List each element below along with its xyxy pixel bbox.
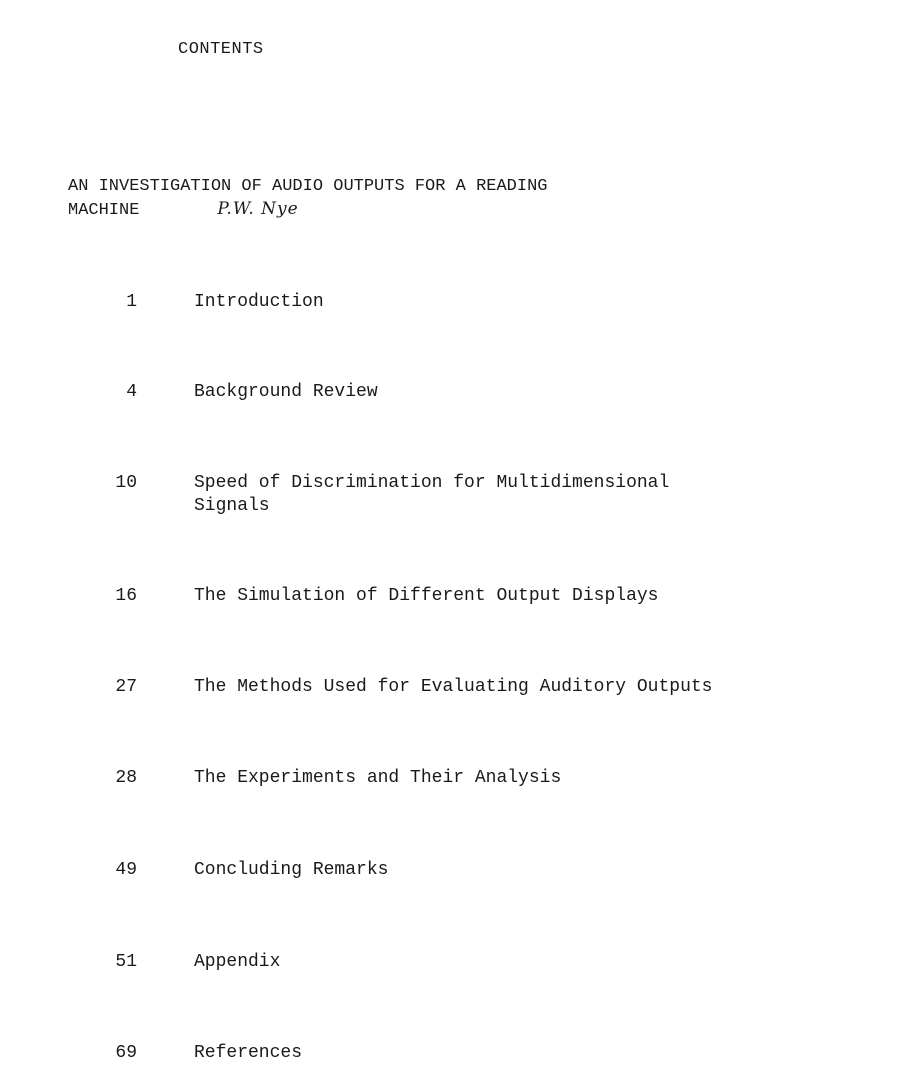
toc-entry-title: Introduction bbox=[194, 292, 324, 312]
toc-page-number: 51 bbox=[115, 952, 137, 972]
toc-page-number: 16 bbox=[115, 586, 137, 606]
article-title bbox=[68, 176, 828, 222]
article-title-line-2: MACHINE bbox=[68, 201, 140, 220]
article-title-line-2-wrapper bbox=[68, 198, 828, 222]
toc-entry-title: Background Review bbox=[194, 382, 378, 402]
toc-page-number: 1 bbox=[126, 292, 137, 312]
toc-entry-title: The Experiments and Their Analysis bbox=[194, 768, 562, 788]
toc-entry-title: Concluding Remarks bbox=[194, 860, 389, 880]
toc-page-number: 10 bbox=[115, 473, 137, 493]
toc-entry-title: Appendix bbox=[194, 952, 281, 972]
toc-entry-title: Speed of Discrimination for Multidimensional Signals bbox=[194, 473, 670, 516]
toc-entry-title: References bbox=[194, 1043, 303, 1063]
toc-page-number: 69 bbox=[115, 1043, 137, 1063]
toc-entry-title: The Methods Used for Evaluating Auditory Outputs bbox=[194, 677, 713, 697]
toc-page-number: 4 bbox=[126, 382, 137, 402]
toc-page-number: 49 bbox=[115, 860, 137, 880]
toc-entry-title: The Simulation of Different Output Displays bbox=[194, 586, 659, 606]
article-author: P.W. Nye bbox=[217, 199, 299, 219]
contents-heading: CONTENTS bbox=[178, 40, 264, 59]
article-title-line-1: AN INVESTIGATION OF AUDIO OUTPUTS FOR A READING bbox=[68, 177, 548, 196]
toc-page-number: 27 bbox=[115, 677, 137, 697]
toc-page-number: 28 bbox=[115, 768, 137, 788]
